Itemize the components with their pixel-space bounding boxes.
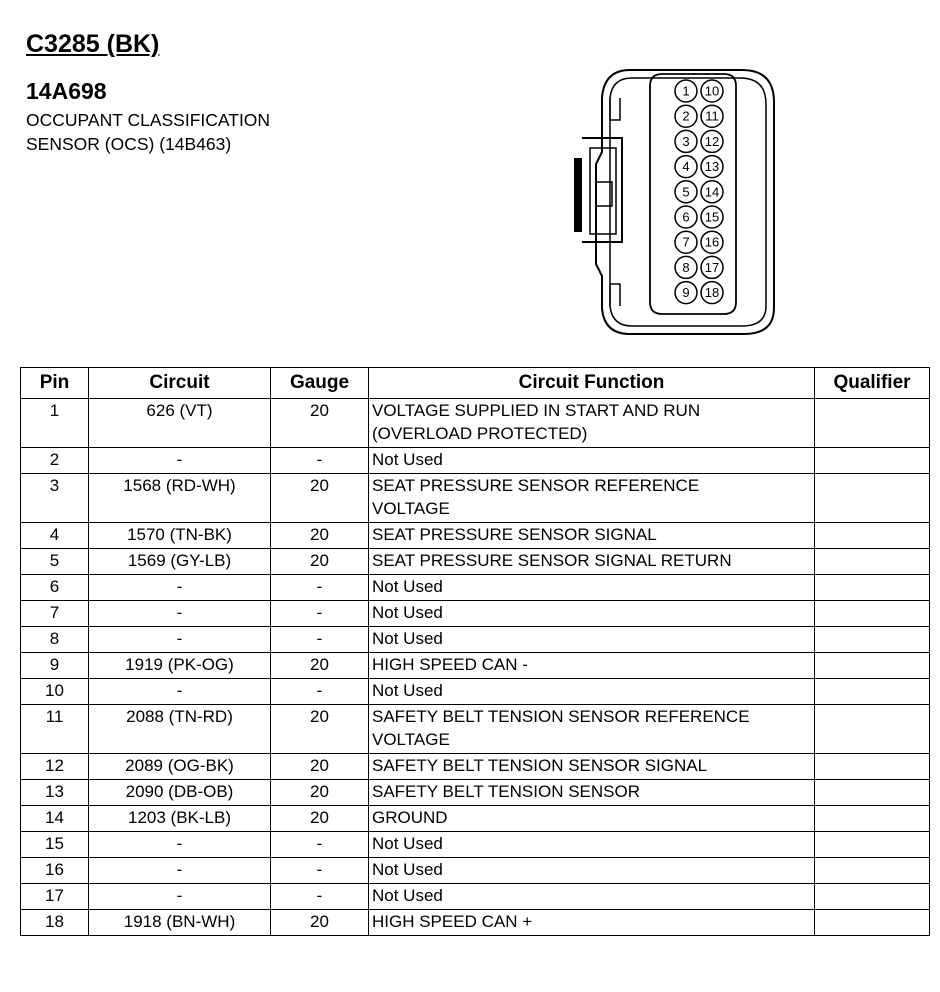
qualifier-cell bbox=[815, 653, 930, 679]
connector-pin-6-label: 6 bbox=[682, 209, 690, 225]
table-row bbox=[21, 910, 930, 936]
circuit-function-cell bbox=[369, 399, 815, 448]
connector-pin-3-label: 3 bbox=[682, 133, 690, 149]
qualifier-cell bbox=[815, 806, 930, 832]
table-row bbox=[21, 601, 930, 627]
circuit-function-line-1: HIGH SPEED CAN - bbox=[372, 655, 528, 674]
qualifier-cell bbox=[815, 601, 930, 627]
gauge-cell: 20 bbox=[271, 399, 369, 448]
circuit-function-cell bbox=[369, 523, 815, 549]
pin-cell: 11 bbox=[21, 705, 89, 754]
gauge-cell: - bbox=[271, 448, 369, 474]
pin-cell: 16 bbox=[21, 858, 89, 884]
qualifier-cell bbox=[815, 705, 930, 754]
pin-cell: 18 bbox=[21, 910, 89, 936]
pin-cell: 14 bbox=[21, 806, 89, 832]
gauge-cell: 20 bbox=[271, 705, 369, 754]
circuit-function-cell bbox=[369, 780, 815, 806]
connector-face-diagram bbox=[560, 58, 780, 343]
table-header-row bbox=[21, 368, 930, 399]
connector-pin-4-label: 4 bbox=[682, 159, 690, 175]
gauge-cell: 20 bbox=[271, 806, 369, 832]
circuit-cell: 1919 (PK-OG) bbox=[89, 653, 271, 679]
connector-title: C3285 (BK) bbox=[26, 30, 160, 58]
qualifier-cell bbox=[815, 448, 930, 474]
gauge-cell: 20 bbox=[271, 474, 369, 523]
circuit-function-line-1: Not Used bbox=[372, 450, 443, 469]
circuit-function-cell bbox=[369, 832, 815, 858]
pin-cell: 10 bbox=[21, 679, 89, 705]
table-row bbox=[21, 474, 930, 523]
header-circuit: Circuit bbox=[89, 368, 271, 399]
gauge-cell: - bbox=[271, 679, 369, 705]
qualifier-cell bbox=[815, 780, 930, 806]
circuit-function-line-1: Not Used bbox=[372, 834, 443, 853]
circuit-cell: - bbox=[89, 858, 271, 884]
circuit-function-line-1: GROUND bbox=[372, 808, 448, 827]
pin-cell: 17 bbox=[21, 884, 89, 910]
qualifier-cell bbox=[815, 858, 930, 884]
circuit-function-cell bbox=[369, 601, 815, 627]
gauge-cell: 20 bbox=[271, 549, 369, 575]
connector-pin-17-label: 17 bbox=[704, 259, 720, 275]
circuit-cell: 2088 (TN-RD) bbox=[89, 705, 271, 754]
circuit-function-line-1: SAFETY BELT TENSION SENSOR REFERENCE bbox=[372, 707, 750, 726]
gauge-cell: - bbox=[271, 884, 369, 910]
circuit-cell: 1918 (BN-WH) bbox=[89, 910, 271, 936]
circuit-function-cell bbox=[369, 653, 815, 679]
circuit-function-cell bbox=[369, 705, 815, 754]
qualifier-cell bbox=[815, 679, 930, 705]
circuit-cell: - bbox=[89, 575, 271, 601]
connector-pin-11-label: 11 bbox=[705, 108, 719, 124]
qualifier-cell bbox=[815, 399, 930, 448]
connector-pin-9-label: 9 bbox=[682, 285, 690, 301]
pin-cell: 13 bbox=[21, 780, 89, 806]
connector-pin-5-label: 5 bbox=[682, 184, 690, 200]
circuit-function-cell bbox=[369, 627, 815, 653]
pin-cell: 4 bbox=[21, 523, 89, 549]
qualifier-cell bbox=[815, 575, 930, 601]
qualifier-cell bbox=[815, 523, 930, 549]
circuit-function-line-2: VOLTAGE bbox=[372, 499, 450, 518]
circuit-cell: - bbox=[89, 448, 271, 474]
table-row bbox=[21, 705, 930, 754]
header-circuit-function: Circuit Function bbox=[369, 368, 815, 399]
table-row bbox=[21, 653, 930, 679]
circuit-function-line-1: SAFETY BELT TENSION SENSOR bbox=[372, 782, 640, 801]
circuit-cell: 626 (VT) bbox=[89, 399, 271, 448]
gauge-cell: 20 bbox=[271, 653, 369, 679]
gauge-cell: - bbox=[271, 575, 369, 601]
table-row bbox=[21, 832, 930, 858]
gauge-cell: - bbox=[271, 832, 369, 858]
qualifier-cell bbox=[815, 474, 930, 523]
circuit-function-cell bbox=[369, 448, 815, 474]
table-row bbox=[21, 806, 930, 832]
connector-pin-7-label: 7 bbox=[682, 234, 690, 250]
pin-cell: 5 bbox=[21, 549, 89, 575]
table-row bbox=[21, 884, 930, 910]
circuit-function-cell bbox=[369, 754, 815, 780]
circuit-function-line-1: SEAT PRESSURE SENSOR REFERENCE bbox=[372, 476, 700, 495]
pin-cell: 7 bbox=[21, 601, 89, 627]
circuit-function-cell bbox=[369, 575, 815, 601]
connector-pin-16-label: 16 bbox=[704, 234, 720, 250]
pin-cell: 2 bbox=[21, 448, 89, 474]
qualifier-cell bbox=[815, 754, 930, 780]
qualifier-cell bbox=[815, 884, 930, 910]
gauge-cell: 20 bbox=[271, 910, 369, 936]
circuit-function-line-1: Not Used bbox=[372, 886, 443, 905]
pin-cell: 8 bbox=[21, 627, 89, 653]
circuit-function-line-1: SEAT PRESSURE SENSOR SIGNAL bbox=[372, 525, 657, 544]
gauge-cell: - bbox=[271, 858, 369, 884]
table-row bbox=[21, 780, 930, 806]
circuit-function-line-1: SAFETY BELT TENSION SENSOR SIGNAL bbox=[372, 756, 708, 775]
pin-cell: 3 bbox=[21, 474, 89, 523]
pinout-table-body bbox=[21, 399, 930, 936]
circuit-cell: 1568 (RD-WH) bbox=[89, 474, 271, 523]
pin-cell: 9 bbox=[21, 653, 89, 679]
connector-pin-2-label: 2 bbox=[682, 108, 690, 124]
circuit-cell: - bbox=[89, 884, 271, 910]
circuit-function-line-1: Not Used bbox=[372, 629, 443, 648]
connector-pin-1-label: 1 bbox=[682, 83, 690, 99]
circuit-function-line-2: (OVERLOAD PROTECTED) bbox=[372, 424, 588, 443]
circuit-function-cell bbox=[369, 884, 815, 910]
circuit-function-line-2: VOLTAGE bbox=[372, 730, 450, 749]
circuit-cell: 2089 (OG-BK) bbox=[89, 754, 271, 780]
connector-pin-15-label: 15 bbox=[704, 209, 720, 225]
circuit-function-line-1: Not Used bbox=[372, 577, 443, 596]
connector-pin-10-label: 10 bbox=[704, 83, 720, 99]
table-row bbox=[21, 399, 930, 448]
qualifier-cell bbox=[815, 627, 930, 653]
pin-cell: 6 bbox=[21, 575, 89, 601]
circuit-cell: - bbox=[89, 679, 271, 705]
pin-cell: 12 bbox=[21, 754, 89, 780]
header-gauge: Gauge bbox=[271, 368, 369, 399]
table-row bbox=[21, 858, 930, 884]
description-line-1: OCCUPANT CLASSIFICATION bbox=[26, 110, 271, 130]
circuit-cell: 1203 (BK-LB) bbox=[89, 806, 271, 832]
circuit-function-cell bbox=[369, 549, 815, 575]
circuit-function-cell bbox=[369, 910, 815, 936]
circuit-cell: 1570 (TN-BK) bbox=[89, 523, 271, 549]
table-row bbox=[21, 754, 930, 780]
qualifier-cell bbox=[815, 832, 930, 858]
part-number: 14A698 bbox=[26, 78, 107, 104]
circuit-function-cell bbox=[369, 806, 815, 832]
pin-cell: 1 bbox=[21, 399, 89, 448]
gauge-cell: - bbox=[271, 601, 369, 627]
description-line-2: SENSOR (OCS) (14B463) bbox=[26, 134, 232, 154]
circuit-cell: - bbox=[89, 832, 271, 858]
header-pin: Pin bbox=[21, 368, 89, 399]
pin-cell: 15 bbox=[21, 832, 89, 858]
qualifier-cell bbox=[815, 549, 930, 575]
table-row bbox=[21, 523, 930, 549]
circuit-function-line-1: Not Used bbox=[372, 603, 443, 622]
circuit-cell: 2090 (DB-OB) bbox=[89, 780, 271, 806]
table-row bbox=[21, 575, 930, 601]
circuit-function-line-1: VOLTAGE SUPPLIED IN START AND RUN bbox=[372, 401, 701, 420]
circuit-function-cell bbox=[369, 474, 815, 523]
header-qualifier: Qualifier bbox=[815, 368, 930, 399]
connector-pin-13-label: 13 bbox=[704, 159, 720, 175]
circuit-function-line-1: Not Used bbox=[372, 681, 443, 700]
circuit-function-line-1: SEAT PRESSURE SENSOR SIGNAL RETURN bbox=[372, 551, 732, 570]
table-row bbox=[21, 448, 930, 474]
qualifier-cell bbox=[815, 910, 930, 936]
circuit-cell: - bbox=[89, 627, 271, 653]
connector-pin-14-label: 14 bbox=[704, 184, 720, 200]
circuit-function-cell bbox=[369, 679, 815, 705]
pin-grid bbox=[675, 80, 723, 304]
connector-pin-8-label: 8 bbox=[682, 259, 690, 275]
component-description bbox=[26, 108, 270, 156]
gauge-cell: 20 bbox=[271, 754, 369, 780]
gauge-cell: 20 bbox=[271, 780, 369, 806]
connector-pin-12-label: 12 bbox=[704, 133, 720, 149]
table-row bbox=[21, 679, 930, 705]
circuit-cell: 1569 (GY-LB) bbox=[89, 549, 271, 575]
circuit-function-cell bbox=[369, 858, 815, 884]
gauge-cell: - bbox=[271, 627, 369, 653]
gauge-cell: 20 bbox=[271, 523, 369, 549]
circuit-function-line-1: Not Used bbox=[372, 860, 443, 879]
circuit-function-line-1: HIGH SPEED CAN + bbox=[372, 912, 533, 931]
connector-pin-18-label: 18 bbox=[704, 285, 720, 301]
pinout-table bbox=[20, 367, 930, 936]
circuit-cell: - bbox=[89, 601, 271, 627]
table-row bbox=[21, 549, 930, 575]
table-row bbox=[21, 627, 930, 653]
